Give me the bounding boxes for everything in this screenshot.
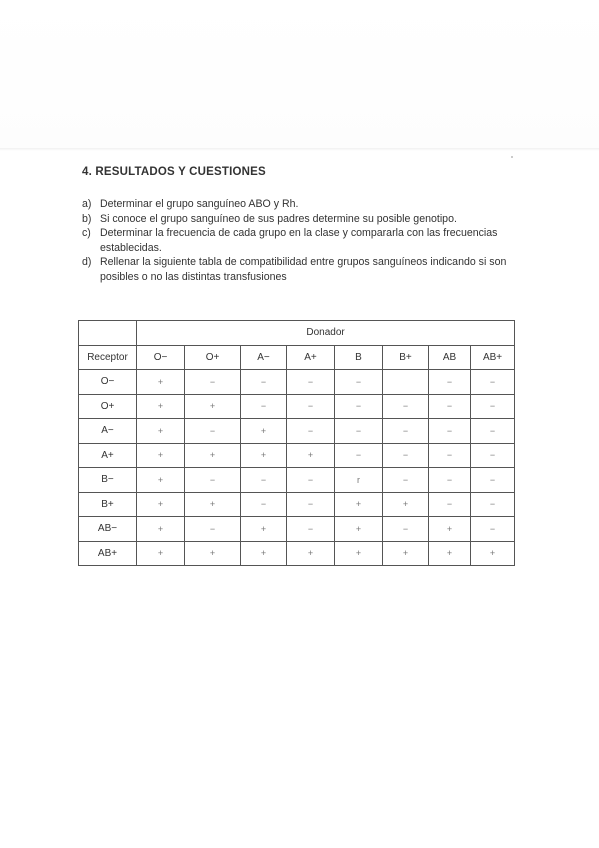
table-cell: − [287,370,335,395]
column-header: B [335,345,383,370]
question-marker: b) [82,212,92,225]
table-cell: + [137,468,185,493]
question-text: Si conoce el grupo sanguíneo de sus padres determine su posible genotipo. [100,212,457,225]
table-cell: + [335,492,383,517]
table-cell: r [335,468,383,493]
table-cell: − [429,443,471,468]
question-text: Determinar la frecuencia de cada grupo en la clase y compararla con las frecuencias establecidas. [100,227,498,254]
table-cell: + [383,541,429,566]
table-cell: + [471,541,515,566]
page-edge-shadow [0,148,599,151]
table-row [79,492,515,517]
scan-speck [511,156,513,158]
table-cell: − [471,468,515,493]
donor-header: Donador [137,321,515,346]
table-cell: + [335,517,383,542]
table-cell: − [471,443,515,468]
table-cell: − [185,370,241,395]
table-cell: − [471,419,515,444]
table-cell: − [335,394,383,419]
table-cell: + [241,541,287,566]
table-row [79,370,515,395]
table-cell: − [429,394,471,419]
table-cell: + [185,492,241,517]
table-cell: − [471,370,515,395]
table-cell: − [383,419,429,444]
table-cell: − [429,370,471,395]
table-cell: + [137,394,185,419]
row-label: A− [79,419,137,444]
table-cell: − [287,517,335,542]
table-cell: − [429,468,471,493]
table-cell: − [383,394,429,419]
row-label: AB− [79,517,137,542]
row-label: O+ [79,394,137,419]
row-label: AB+ [79,541,137,566]
table-cell: − [241,370,287,395]
table-cell: − [471,517,515,542]
table-cell: + [335,541,383,566]
question-marker: d) [82,256,92,269]
table-row [79,468,515,493]
table-cell: − [335,419,383,444]
table-cell: + [137,492,185,517]
table-cell: − [185,419,241,444]
table-cell: − [185,517,241,542]
table-cell: + [241,517,287,542]
table-row [79,394,515,419]
table-cell: − [383,443,429,468]
table-row [79,517,515,542]
question-text: Determinar el grupo sanguíneo ABO y Rh. [100,198,299,210]
table-cell: + [137,419,185,444]
table-cell: − [383,517,429,542]
column-header: AB [429,345,471,370]
table-cell: − [383,468,429,493]
table-cell: − [471,492,515,517]
table-cell: − [241,468,287,493]
page-top-margin [0,0,599,150]
table-row [79,419,515,444]
question-item-a [82,197,512,212]
table-cell: − [429,419,471,444]
column-header: O− [137,345,185,370]
table-cell: + [137,541,185,566]
table-cell: + [429,541,471,566]
table-cell [383,370,429,395]
column-header: O+ [185,345,241,370]
table-corner-cell [79,321,137,346]
row-label: B+ [79,492,137,517]
table-cell: + [241,443,287,468]
table-row [79,541,515,566]
question-item-b [82,212,512,227]
table-cell: + [241,419,287,444]
table-row [79,443,515,468]
table-cell: − [287,419,335,444]
row-label: A+ [79,443,137,468]
column-header: A− [241,345,287,370]
table-cell: + [185,394,241,419]
question-item-c [82,226,512,255]
compatibility-table [78,320,515,566]
table-cell: + [429,517,471,542]
table-cell: − [471,394,515,419]
table-cell: + [137,370,185,395]
question-text: Rellenar la siguiente tabla de compatibilidad entre grupos sanguíneos indicando si son posibles o no las distintas transfusiones [100,256,507,283]
table-cell: + [383,492,429,517]
table-cell: + [287,443,335,468]
table-cell: − [335,443,383,468]
table-cell: − [335,370,383,395]
table-cell: + [185,443,241,468]
table-cell: − [429,492,471,517]
table-donor-row [79,321,515,346]
column-header: AB+ [471,345,515,370]
table-cell: − [287,394,335,419]
question-marker: c) [82,227,91,240]
table-header-row [79,345,515,370]
receptor-header: Receptor [79,345,137,370]
column-header: B+ [383,345,429,370]
table-cell: + [185,541,241,566]
table-cell: + [137,517,185,542]
question-marker: a) [82,198,92,210]
row-label: O− [79,370,137,395]
table-cell: + [137,443,185,468]
section-heading: 4. RESULTADOS Y CUESTIONES [82,166,266,178]
table-cell: − [287,468,335,493]
question-item-d [82,255,512,284]
table-cell: − [287,492,335,517]
column-header: A+ [287,345,335,370]
table-cell: − [241,394,287,419]
row-label: B− [79,468,137,493]
question-list [82,197,512,285]
table-cell: + [287,541,335,566]
table-cell: − [241,492,287,517]
table-cell: − [185,468,241,493]
